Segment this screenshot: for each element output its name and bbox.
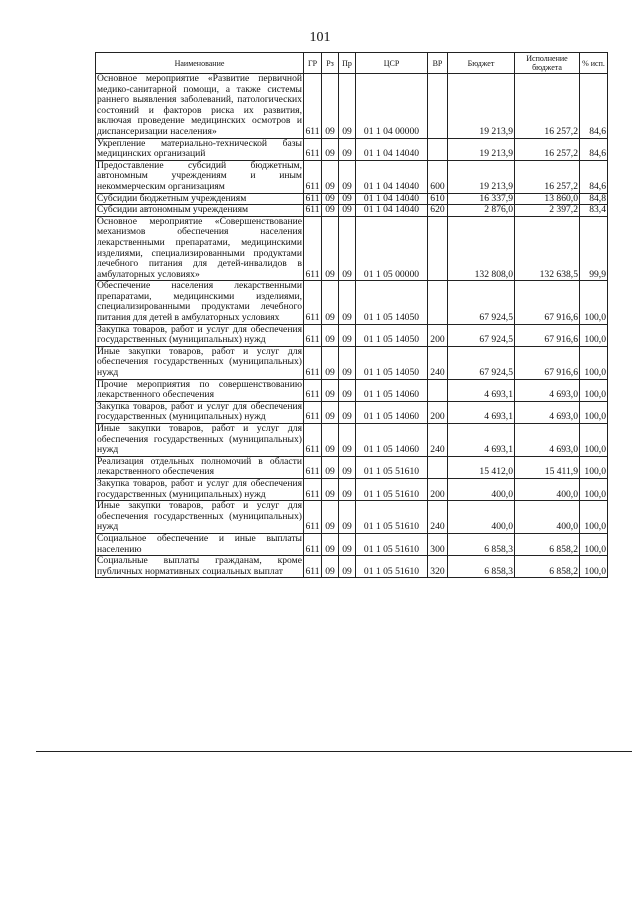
row-rz-cell: 09 [322,424,339,457]
row-rz-cell: 09 [322,324,339,346]
table-row [96,205,608,217]
row-pr-cell: 09 [339,424,356,457]
row-gr-cell: 611 [305,204,320,216]
table-row [96,324,608,346]
row-vr-cell: 620 [428,205,448,217]
row-name-cell: Закупка товаров, работ и услуг для обеспечения государственных (муниципальных) нужд [97,477,302,500]
row-gr-cell: 611 [304,138,322,160]
row-execution-cell: 6 858,2 [515,533,580,555]
row-execution-cell: 67 916,6 [515,281,580,324]
row-pr-cell: 09 [339,556,356,578]
row-csr-cell: 01 1 05 14050 [356,346,428,379]
row-rz-cell: 09 [322,533,339,555]
row-rz-cell: 09 [322,401,339,423]
row-vr-cell: 600 [428,160,448,193]
row-rz-cell: 09 [322,556,339,578]
table-row [96,501,608,534]
budget-execution-table [95,52,608,578]
row-pr-cell: 09 [339,501,356,534]
row-vr-cell [428,379,448,401]
row-budget-cell: 6 858,3 [448,556,515,578]
footer-divider [36,751,632,752]
header-budget: Бюджет [448,53,515,74]
row-execution-cell: 4 693,0 [515,401,580,423]
row-name-cell: Основное мероприятие «Совершенствование механизмов обеспечения населения лекарственными препаратами, медицинскими изделиями, специализированными продуктами лечебного питания для детей-инвалидов в амбулаторных условиях» [97,215,302,280]
row-budget-cell: 4 693,1 [448,401,515,423]
row-budget-cell: 67 924,5 [448,346,515,379]
row-budget-cell: 67 924,5 [448,324,515,346]
row-execution-cell: 67 916,6 [515,346,580,379]
table-row [96,424,608,457]
header-execution: Исполнение бюджета [515,53,580,74]
row-gr-cell: 611 [304,456,322,478]
row-csr-cell: 01 1 04 14040 [356,160,428,193]
row-pr-cell: 09 [339,193,356,205]
row-gr-cell: 611 [304,501,322,534]
row-rz-cell: 09 [322,501,339,534]
row-csr-cell: 01 1 05 51610 [356,556,428,578]
row-budget-cell: 4 693,1 [448,424,515,457]
row-budget-cell: 19 213,9 [448,74,515,139]
row-gr-cell: 611 [305,192,320,204]
row-vr-cell [428,456,448,478]
row-csr-cell: 01 1 05 51610 [356,456,428,478]
row-csr-cell: 01 1 04 14040 [356,193,428,205]
row-execution-cell: 16 257,2 [515,160,580,193]
row-percent-cell: 100,0 [580,501,608,534]
table-row [96,193,608,205]
row-vr-cell: 200 [428,324,448,346]
row-percent-cell: 84,6 [580,74,608,139]
row-name-cell: Реализация отдельных полномочий в области лекарственного обеспечения [97,455,302,478]
row-name-cell: Прочие мероприятия по совершенствованию лекарственного обеспечения [97,378,302,401]
row-execution-cell: 16 257,2 [515,74,580,139]
row-rz-cell: 09 [322,281,339,324]
row-gr-cell: 611 [304,346,322,379]
row-gr-cell: 611 [304,424,322,457]
row-gr-cell: 611 [304,216,322,281]
row-rz-cell: 09 [322,160,339,193]
row-gr-cell: 611 [304,478,322,500]
row-percent-cell: 100,0 [580,401,608,423]
row-execution-cell: 15 411,9 [515,456,580,478]
row-percent-cell: 99,9 [580,216,608,281]
row-percent-cell: 100,0 [580,346,608,379]
row-csr-cell: 01 1 05 14060 [356,379,428,401]
table-header [96,53,608,74]
table-row [96,160,608,193]
row-rz-cell: 09 [322,216,339,281]
row-percent-cell: 100,0 [580,556,608,578]
row-name-cell: Основное мероприятие «Развитие первичной медико-санитарной помощи, а также системы раннего выявления заболеваний, патологических состояний и факторов риска их развития, включая проведение медицинских осмотров и диспансеризации населения» [97,73,302,137]
row-budget-cell: 67 924,5 [448,281,515,324]
row-percent-cell: 100,0 [580,379,608,401]
row-gr-cell: 611 [304,556,322,578]
row-vr-cell: 200 [428,401,448,423]
row-percent-cell: 100,0 [580,478,608,500]
table-row [96,379,608,401]
row-vr-cell [428,216,448,281]
row-pr-cell: 09 [339,379,356,401]
row-pr-cell: 09 [339,74,356,139]
row-pr-cell: 09 [339,205,356,217]
header-pr: Пр [339,53,356,74]
table-row [96,74,608,139]
row-budget-cell: 19 213,9 [448,160,515,193]
row-budget-cell: 2 876,0 [448,205,515,217]
row-rz-cell: 09 [322,456,339,478]
table-row [96,401,608,423]
row-csr-cell: 01 1 04 00000 [356,74,428,139]
row-pr-cell: 09 [339,216,356,281]
row-execution-cell: 6 858,2 [515,556,580,578]
row-rz-cell: 09 [322,379,339,401]
row-csr-cell: 01 1 05 51610 [356,478,428,500]
row-pr-cell: 09 [339,401,356,423]
row-csr-cell: 01 1 05 14050 [356,281,428,324]
row-gr-cell: 611 [304,160,322,193]
row-name-cell: Субсидии бюджетным учреждениям [96,193,304,205]
row-gr-cell: 611 [304,533,322,555]
row-csr-cell: 01 1 05 14060 [356,401,428,423]
row-percent-cell: 84,6 [580,160,608,193]
row-name-cell: Закупка товаров, работ и услуг для обеспечения государственных (муниципальных) нужд [97,400,302,423]
row-percent-cell: 100,0 [580,456,608,478]
row-csr-cell: 01 1 04 14040 [356,138,428,160]
table-row [96,346,608,379]
table-row [96,138,608,160]
row-execution-cell: 67 916,6 [515,324,580,346]
row-vr-cell: 200 [428,478,448,500]
row-budget-cell: 132 808,0 [448,216,515,281]
row-budget-cell: 15 412,0 [448,456,515,478]
row-budget-cell: 16 337,9 [448,193,515,205]
row-budget-cell: 400,0 [448,501,515,534]
row-execution-cell: 4 693,0 [515,379,580,401]
row-percent-cell: 84,8 [580,193,608,205]
row-pr-cell: 09 [339,478,356,500]
row-execution-cell: 400,0 [515,501,580,534]
header-gr: ГР [304,53,322,74]
row-csr-cell: 01 1 04 14040 [356,205,428,217]
row-percent-cell: 84,6 [580,138,608,160]
row-csr-cell: 01 1 05 51610 [356,501,428,534]
row-budget-cell: 19 213,9 [448,138,515,160]
row-name-cell: Обеспечение населения лекарственными препаратами, медицинскими изделиями, специализированными продуктами лечебного питания для детей в амбулаторных условиях [97,280,302,324]
row-rz-cell: 09 [322,193,339,205]
row-rz-cell: 09 [322,478,339,500]
table-row [96,281,608,324]
row-pr-cell: 09 [339,160,356,193]
row-name-cell: Иные закупки товаров, работ и услуг для обеспечения государственных (муниципальных) нужд [97,345,302,379]
row-execution-cell: 4 693,0 [515,424,580,457]
row-percent-cell: 83,4 [580,205,608,217]
page-number: 101 [309,30,331,45]
header-csr: ЦСР [356,53,428,74]
row-gr-cell: 611 [304,379,322,401]
table-row [96,216,608,281]
row-vr-cell [428,74,448,139]
row-execution-cell: 400,0 [515,478,580,500]
row-gr-cell: 611 [304,74,322,139]
row-percent-cell: 100,0 [580,324,608,346]
row-name-cell: Укрепление материально-технической базы медицинских организаций [97,137,302,160]
row-gr-cell: 611 [304,324,322,346]
row-budget-cell: 4 693,1 [448,379,515,401]
row-percent-cell: 100,0 [580,281,608,324]
row-pr-cell: 09 [339,138,356,160]
row-csr-cell: 01 1 05 51610 [356,533,428,555]
table-row [96,556,608,578]
row-vr-cell [428,281,448,324]
row-budget-cell: 400,0 [448,478,515,500]
row-name-cell: Предоставление субсидий бюджетным, автономным учреждениям и иным некоммерческим организациям [97,159,302,192]
row-vr-cell: 240 [428,501,448,534]
row-pr-cell: 09 [339,456,356,478]
row-name-cell: Иные закупки товаров, работ и услуг для обеспечения государственных (муниципальных) нужд [97,423,302,456]
row-gr-cell: 611 [304,401,322,423]
row-csr-cell: 01 1 05 14060 [356,424,428,457]
row-name-cell: Социальное обеспечение и иные выплаты населению [97,532,302,555]
table-body [96,74,608,578]
row-name-cell: Иные закупки товаров, работ и услуг для обеспечения государственных (муниципальных) нужд [97,500,302,533]
row-execution-cell: 132 638,5 [515,216,580,281]
header-name: Наименование [96,53,304,74]
row-vr-cell: 300 [428,533,448,555]
table-row [96,533,608,555]
row-rz-cell: 09 [322,138,339,160]
header-vr: ВР [428,53,448,74]
row-pr-cell: 09 [339,346,356,379]
row-pr-cell: 09 [339,324,356,346]
table-row [96,478,608,500]
row-vr-cell: 240 [428,346,448,379]
row-execution-cell: 13 860,0 [515,193,580,205]
row-name-cell: Социальные выплаты гражданам, кроме публичных нормативных социальных выплат [97,555,302,577]
row-vr-cell: 320 [428,556,448,578]
row-execution-cell: 2 397,2 [515,205,580,217]
header-rz: Рз [322,53,339,74]
row-percent-cell: 100,0 [580,424,608,457]
row-rz-cell: 09 [322,205,339,217]
row-name-cell: Субсидии автономным учреждениям [96,205,304,217]
row-vr-cell: 610 [428,193,448,205]
row-gr-cell: 611 [304,281,322,324]
row-budget-cell: 6 858,3 [448,533,515,555]
row-csr-cell: 01 1 05 00000 [356,216,428,281]
row-pr-cell: 09 [339,281,356,324]
row-name-cell: Закупка товаров, работ и услуг для обеспечения государственных (муниципальных) нужд [97,323,302,346]
row-rz-cell: 09 [322,346,339,379]
row-vr-cell [428,138,448,160]
header-percent: % исп. [580,53,608,74]
row-percent-cell: 100,0 [580,533,608,555]
row-pr-cell: 09 [339,533,356,555]
table-row [96,456,608,478]
row-vr-cell: 240 [428,424,448,457]
row-rz-cell: 09 [322,74,339,139]
row-execution-cell: 16 257,2 [515,138,580,160]
row-csr-cell: 01 1 05 14050 [356,324,428,346]
